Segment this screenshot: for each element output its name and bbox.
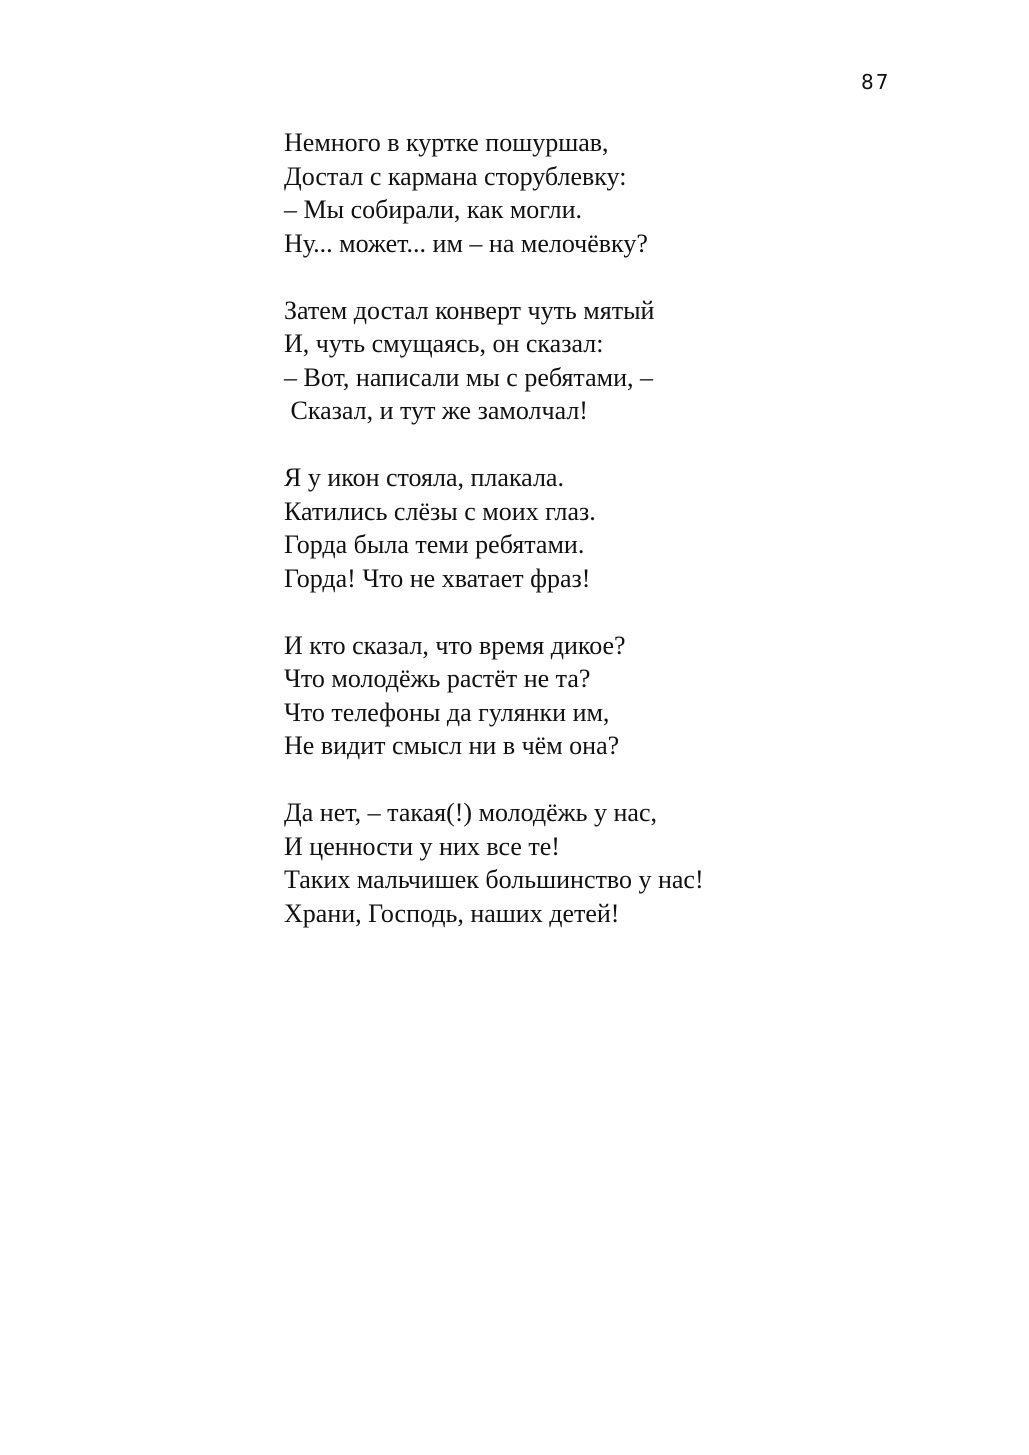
poem-line: Таких мальчишек большинство у нас! xyxy=(284,865,704,894)
poem-line: Я у икон стояла, плакала. xyxy=(284,463,564,492)
poem-line: Сказал, и тут же замолчал! xyxy=(284,396,588,425)
stanza-3 xyxy=(284,461,704,595)
poem-line: Горда была теми ребятами. xyxy=(284,530,585,559)
poem-body xyxy=(284,126,704,930)
poem-line: Достал с кармана сторублевку: xyxy=(284,161,627,191)
poem-line: Да нет, – такая(!) молодёжь у нас, xyxy=(284,798,657,827)
stanza-5 xyxy=(284,796,704,930)
poem-line: Не видит смысл ни в чём она? xyxy=(284,731,620,760)
poem-line: Что молодёжь растёт не та? xyxy=(284,664,591,693)
poem-line: Что телефоны да гулянки им, xyxy=(284,697,610,727)
poem-line: Горда! Что не хватает фраз! xyxy=(284,563,591,593)
poem-line: Немного в куртке пошуршав, xyxy=(284,128,609,157)
poem-line: – Мы собирали, как могли. xyxy=(284,195,583,224)
poem-line: – Вот, написали мы с ребятами, – xyxy=(284,362,653,392)
stanza-1 xyxy=(284,126,704,260)
page-number: 87 xyxy=(861,70,891,94)
poem-line: Затем достал конверт чуть мятый xyxy=(284,295,655,325)
poem-line: И ценности у них все те! xyxy=(284,831,560,861)
stanza-2 xyxy=(284,294,704,428)
poem-line: Храни, Господь, наших детей! xyxy=(284,898,620,928)
poem-line: Ну... может... им – на мелочёвку? xyxy=(284,228,648,258)
poem-line: И, чуть смущаясь, он сказал: xyxy=(284,329,604,358)
poem-line: Катились слёзы с моих глаз. xyxy=(284,496,596,526)
stanza-4 xyxy=(284,629,704,763)
poem-line: И кто сказал, что время дикое? xyxy=(284,630,626,660)
